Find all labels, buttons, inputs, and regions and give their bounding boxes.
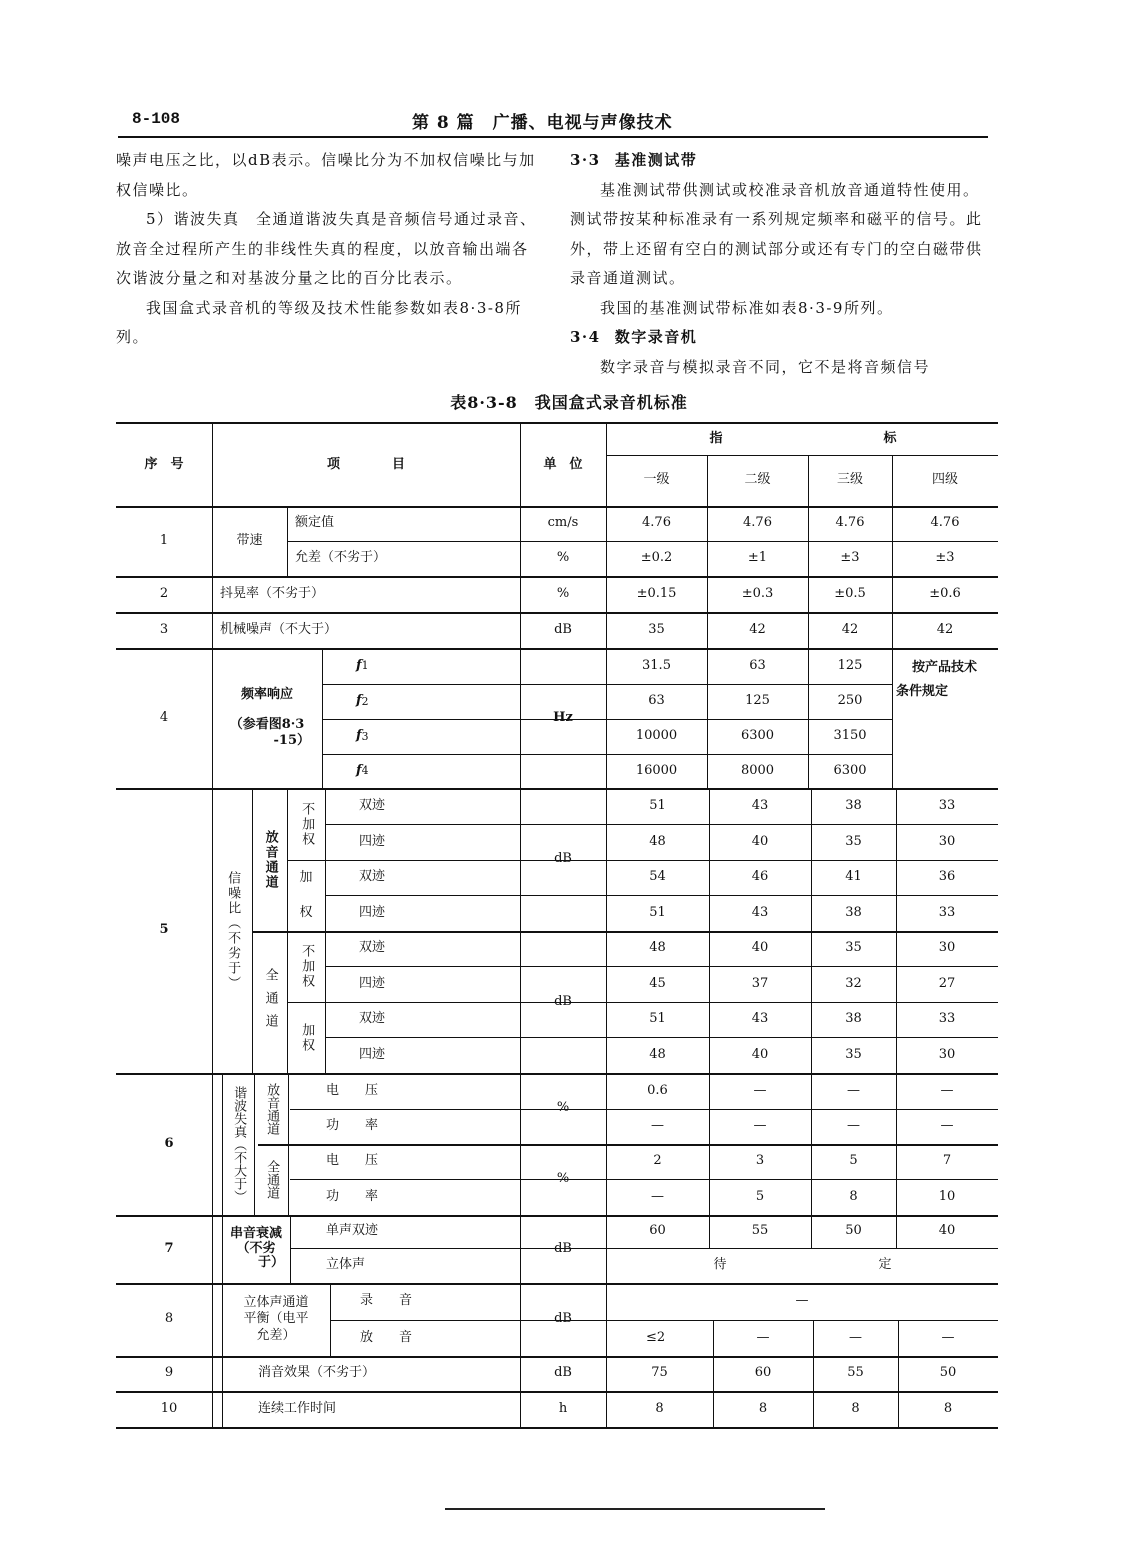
row7-group-line2: （不劣 bbox=[236, 1240, 276, 1256]
row5-item: 双迹 bbox=[359, 940, 386, 956]
paragraph: 我国盒式录音机的等级及技术性能参数如表8·3-8所列。 bbox=[116, 298, 522, 346]
row4-unit: Hz bbox=[553, 709, 573, 725]
row7-group bbox=[222, 1215, 290, 1283]
cell: 35 bbox=[845, 833, 862, 849]
row5-item: 四迹 bbox=[359, 833, 386, 849]
cell: 30 bbox=[938, 1046, 956, 1062]
vertical-label: 全通道 bbox=[262, 967, 278, 1037]
row5-item: 双迹 bbox=[359, 869, 386, 885]
row6-item: 电 压 bbox=[326, 1082, 379, 1098]
cell: 6300 bbox=[740, 728, 775, 744]
section-title: 基准测试带 bbox=[614, 151, 698, 169]
cell: — bbox=[847, 1118, 860, 1134]
row5-item: 四迹 bbox=[359, 1046, 386, 1062]
vertical-label: 放音通道 bbox=[262, 829, 278, 890]
cell: 10 bbox=[938, 1188, 956, 1204]
vertical-label: 全通道 bbox=[264, 1160, 280, 1199]
cell: ±0.2 bbox=[640, 550, 673, 566]
paragraph: 我国的基准测试带标准如表8·3-9所列。 bbox=[600, 298, 894, 317]
row4-group bbox=[212, 648, 322, 788]
cell: 250 bbox=[837, 693, 863, 709]
cell: 60 bbox=[649, 1223, 666, 1239]
cell: ±0.5 bbox=[834, 585, 866, 601]
cell: 36 bbox=[938, 869, 956, 885]
cell: 42 bbox=[749, 621, 766, 637]
cell: 4.76 bbox=[930, 515, 960, 531]
header-grade-3: 三级 bbox=[836, 472, 863, 488]
row4-group-line2: （参看图8·3 bbox=[229, 716, 305, 732]
row5-b1-w1 bbox=[287, 788, 325, 860]
cell: 43 bbox=[751, 797, 769, 813]
cell: — bbox=[651, 1188, 664, 1204]
row5-block1-channel bbox=[252, 788, 287, 931]
cell: 43 bbox=[751, 904, 769, 920]
cell: 42 bbox=[841, 621, 859, 637]
row4-seq: 4 bbox=[159, 709, 169, 725]
cell: 41 bbox=[845, 869, 862, 885]
chapter-title: 第 8 篇 广播、电视与声像技术 bbox=[412, 113, 673, 133]
cell: 51 bbox=[649, 1011, 666, 1027]
row7-merged-left: 待 bbox=[713, 1257, 727, 1273]
row2-seq: 2 bbox=[159, 585, 169, 601]
row6-item: 电 压 bbox=[326, 1153, 379, 1169]
cell: 42 bbox=[936, 621, 954, 637]
row7-merged-right: 定 bbox=[878, 1257, 892, 1273]
row1-sub1-label: 额定值 bbox=[295, 515, 335, 531]
f-symbol: f bbox=[356, 657, 362, 673]
row8-seq: 8 bbox=[164, 1311, 174, 1327]
page-bottom-rule bbox=[445, 1508, 825, 1510]
paragraph: 噪声电压之比，以dB表示。信噪比分为不加权信噪比与加权信噪比。 bbox=[116, 151, 536, 199]
header-seq: 序 号 bbox=[144, 456, 184, 472]
cell: 48 bbox=[649, 940, 666, 956]
cell: — bbox=[651, 1118, 664, 1134]
row5-block1-unit: dB bbox=[554, 851, 572, 867]
section-number: 3·4 bbox=[570, 328, 601, 346]
cell: 48 bbox=[649, 1046, 666, 1062]
row5-item: 双迹 bbox=[359, 797, 386, 813]
cell: 33 bbox=[938, 797, 956, 813]
row4-group-line1: 频率响应 bbox=[240, 686, 293, 702]
cell: 63 bbox=[749, 657, 766, 673]
cell: — bbox=[753, 1082, 767, 1098]
cell: ±0.15 bbox=[636, 585, 677, 601]
rule bbox=[288, 1073, 289, 1215]
cell: ±3 bbox=[840, 550, 860, 566]
cell: 40 bbox=[751, 940, 769, 956]
cell: 43 bbox=[751, 1011, 769, 1027]
row6-seq: 6 bbox=[164, 1135, 174, 1151]
cell: 3 bbox=[755, 1153, 765, 1169]
cell: 38 bbox=[845, 1011, 862, 1027]
row3-seq: 3 bbox=[159, 621, 169, 637]
row10-seq: 10 bbox=[160, 1400, 178, 1416]
cell: 5 bbox=[755, 1188, 765, 1204]
row7-group-line1: 串音衰减 bbox=[229, 1225, 282, 1241]
row7-item: 立体声 bbox=[326, 1257, 366, 1273]
cell: 4.76 bbox=[743, 515, 772, 531]
cell: 51 bbox=[649, 904, 666, 920]
row6-block2-unit: % bbox=[556, 1171, 570, 1187]
row6-block1-channel bbox=[254, 1073, 288, 1144]
cell: 55 bbox=[847, 1365, 864, 1381]
row1-group: 带速 bbox=[236, 532, 263, 548]
cell: 38 bbox=[845, 797, 862, 813]
cell: 0.6 bbox=[647, 1082, 668, 1098]
row8-group-line1: 立体声通道 bbox=[243, 1295, 309, 1311]
vertical-label: 不加权 bbox=[299, 944, 315, 989]
label-bottom: 权 bbox=[299, 905, 313, 921]
row10-label: 连续工作时间 bbox=[258, 1400, 337, 1416]
cell: 40 bbox=[938, 1223, 956, 1239]
header-grade-1: 一级 bbox=[643, 472, 670, 488]
row5-item: 双迹 bbox=[359, 1011, 386, 1027]
cell: 8 bbox=[758, 1400, 768, 1416]
row4-f3 bbox=[322, 719, 520, 754]
cell: 63 bbox=[648, 693, 665, 709]
row4-f4 bbox=[322, 754, 520, 788]
header-index-left: 指 bbox=[709, 431, 723, 447]
cell: 4.76 bbox=[835, 515, 865, 531]
vertical-label: 放音通道 bbox=[264, 1082, 280, 1135]
row5-item: 四迹 bbox=[359, 904, 386, 920]
cell: 75 bbox=[651, 1365, 668, 1381]
cell: 6300 bbox=[833, 762, 867, 778]
row1-sub1-unit: cm/s bbox=[547, 515, 579, 531]
label-top: 加 bbox=[299, 869, 313, 885]
cell: 55 bbox=[751, 1223, 769, 1239]
row5-b1-w2 bbox=[287, 860, 325, 931]
row8-group-line3: 允差） bbox=[256, 1327, 296, 1343]
cell: 27 bbox=[938, 975, 956, 991]
cell: ±1 bbox=[747, 550, 768, 566]
f-symbol: f bbox=[356, 728, 362, 744]
cell: 10000 bbox=[635, 728, 678, 744]
vertical-label: 不加权 bbox=[299, 801, 315, 847]
row5-b2-w1 bbox=[287, 931, 325, 1002]
cell: 8 bbox=[849, 1188, 858, 1204]
cell: 3150 bbox=[833, 728, 867, 744]
cell: 5 bbox=[849, 1153, 858, 1169]
cell: 33 bbox=[938, 904, 956, 920]
cell: 45 bbox=[649, 975, 666, 991]
cell: 40 bbox=[751, 1046, 769, 1062]
f-subscript: 2 bbox=[361, 694, 369, 708]
vertical-label: 信噪比（不劣于） bbox=[225, 870, 241, 991]
row6-block2-channel bbox=[254, 1144, 288, 1215]
note-line1: 按产品技术 bbox=[912, 660, 978, 675]
row1-sub2-unit: % bbox=[556, 550, 570, 566]
row1-seq: 1 bbox=[159, 532, 169, 548]
cell: — bbox=[940, 1118, 954, 1134]
cell: 48 bbox=[649, 833, 666, 849]
row7-item: 单声双迹 bbox=[326, 1223, 379, 1239]
cell: — bbox=[753, 1118, 767, 1134]
row5-seq: 5 bbox=[159, 922, 169, 938]
vertical-label: 谐波失真（不大于） bbox=[231, 1085, 247, 1203]
section-title: 数字录音机 bbox=[614, 328, 698, 346]
cell: 54 bbox=[649, 869, 666, 885]
f-subscript: 4 bbox=[361, 764, 369, 778]
row2-label: 抖晃率（不劣于） bbox=[220, 585, 325, 601]
row8-group-line2: 平衡（电平 bbox=[243, 1311, 309, 1327]
header-grade-2: 二级 bbox=[744, 472, 771, 488]
row6-block1-unit: % bbox=[556, 1100, 570, 1116]
cell: 32 bbox=[845, 975, 862, 991]
cell: ±3 bbox=[935, 550, 955, 566]
row7-unit: dB bbox=[554, 1240, 572, 1256]
page-number: 8-108 bbox=[132, 110, 181, 128]
row9-label: 消音效果（不劣于） bbox=[258, 1365, 376, 1381]
cell: 125 bbox=[837, 657, 863, 673]
cell: 2 bbox=[653, 1153, 662, 1169]
row9-unit: dB bbox=[554, 1365, 572, 1381]
cell: — bbox=[940, 1082, 954, 1098]
paragraph: 基准测试带供测试或校准录音机放音通道特性使用。测试带按某种标准录有一系列规定频率和磁平的信号。此外，带上还留有空白的测试部分或还有专门的空白磁带供录音通道测试。 bbox=[570, 180, 983, 287]
cell: 35 bbox=[845, 1046, 862, 1062]
row6-item: 功 率 bbox=[326, 1118, 379, 1134]
cell: 33 bbox=[938, 1011, 956, 1027]
row4-group-line3: -15） bbox=[273, 733, 310, 749]
cell: 46 bbox=[751, 869, 769, 885]
row8-item: 放 音 bbox=[360, 1329, 413, 1345]
cell: — bbox=[941, 1329, 955, 1345]
f-subscript: 1 bbox=[361, 659, 369, 673]
cell: ±0.6 bbox=[929, 585, 961, 601]
cell: 8 bbox=[851, 1400, 860, 1416]
cell: 40 bbox=[751, 833, 769, 849]
cell: 7 bbox=[942, 1153, 952, 1169]
cell: ±0.3 bbox=[741, 585, 774, 601]
cell: 51 bbox=[649, 797, 666, 813]
row5-block2-unit: dB bbox=[554, 993, 572, 1009]
vertical-label: 加权 bbox=[299, 1022, 315, 1053]
table-title: 表8·3-8 我国盒式录音机标准 bbox=[450, 393, 688, 412]
f-symbol: f bbox=[356, 762, 362, 778]
row9-seq: 9 bbox=[164, 1365, 174, 1381]
paragraph: 5）谐波失真 全通道谐波失真是音频信号通过录音、放音全过程所产生的非线性失真的程度，以放音输出端各次谐波分量之和对基波分量之比的百分比表示。 bbox=[116, 210, 537, 287]
cell: 30 bbox=[938, 940, 956, 956]
note-line2: 条件规定 bbox=[896, 684, 949, 699]
f-symbol: f bbox=[356, 693, 362, 709]
cell: 16000 bbox=[635, 762, 678, 778]
section-number: 3·3 bbox=[570, 151, 601, 169]
cell: 37 bbox=[751, 975, 769, 991]
row8-item: 录 音 bbox=[360, 1293, 413, 1309]
row3-label: 机械噪声（不大于） bbox=[220, 621, 338, 637]
row5-item: 四迹 bbox=[359, 975, 386, 991]
cell: 8 bbox=[943, 1400, 953, 1416]
row7-group-line3: 于） bbox=[257, 1255, 284, 1271]
cell: 50 bbox=[845, 1223, 862, 1239]
header-item: 项 目 bbox=[326, 456, 405, 472]
row2-unit: % bbox=[556, 585, 570, 601]
cell: 8000 bbox=[740, 762, 775, 778]
paragraph: 数字录音与模拟录音不同，它不是将音频信号 bbox=[600, 357, 931, 376]
row6-item: 功 率 bbox=[326, 1188, 379, 1204]
row6-group bbox=[222, 1073, 254, 1215]
row4-grade4-note bbox=[896, 656, 998, 704]
cell: 8 bbox=[655, 1400, 664, 1416]
header-unit: 单 位 bbox=[543, 456, 583, 472]
row7-seq: 7 bbox=[164, 1240, 174, 1256]
cell: 35 bbox=[648, 621, 665, 637]
cell: 50 bbox=[939, 1365, 957, 1381]
cell: 60 bbox=[754, 1365, 772, 1381]
row8-unit: dB bbox=[554, 1311, 572, 1327]
cell: 31.5 bbox=[642, 657, 671, 673]
row4-f2 bbox=[322, 684, 520, 719]
cell: — bbox=[756, 1329, 770, 1345]
cell: 4.76 bbox=[642, 515, 671, 531]
cell: 38 bbox=[845, 904, 862, 920]
row3-unit: dB bbox=[554, 621, 572, 637]
row5-block2-channel bbox=[252, 931, 287, 1073]
row5-group bbox=[212, 788, 252, 1073]
row10-unit: h bbox=[558, 1400, 568, 1416]
row8-group bbox=[222, 1283, 330, 1356]
header-grade-4: 四级 bbox=[931, 472, 958, 488]
row1-sub2-label: 允差（不劣于） bbox=[295, 550, 387, 566]
f-subscript: 3 bbox=[361, 729, 369, 743]
cell: 125 bbox=[745, 693, 770, 709]
cell: — bbox=[849, 1329, 862, 1345]
row5-b2-w2 bbox=[287, 1002, 325, 1073]
row4-f1 bbox=[322, 648, 520, 684]
header-index-right: 标 bbox=[883, 431, 897, 447]
cell: 30 bbox=[938, 833, 956, 849]
cell: 35 bbox=[845, 940, 862, 956]
cell: ≤2 bbox=[646, 1329, 666, 1345]
table-bottom-rule bbox=[116, 1427, 998, 1429]
row8-merged: — bbox=[795, 1293, 809, 1309]
cell: — bbox=[847, 1082, 860, 1098]
